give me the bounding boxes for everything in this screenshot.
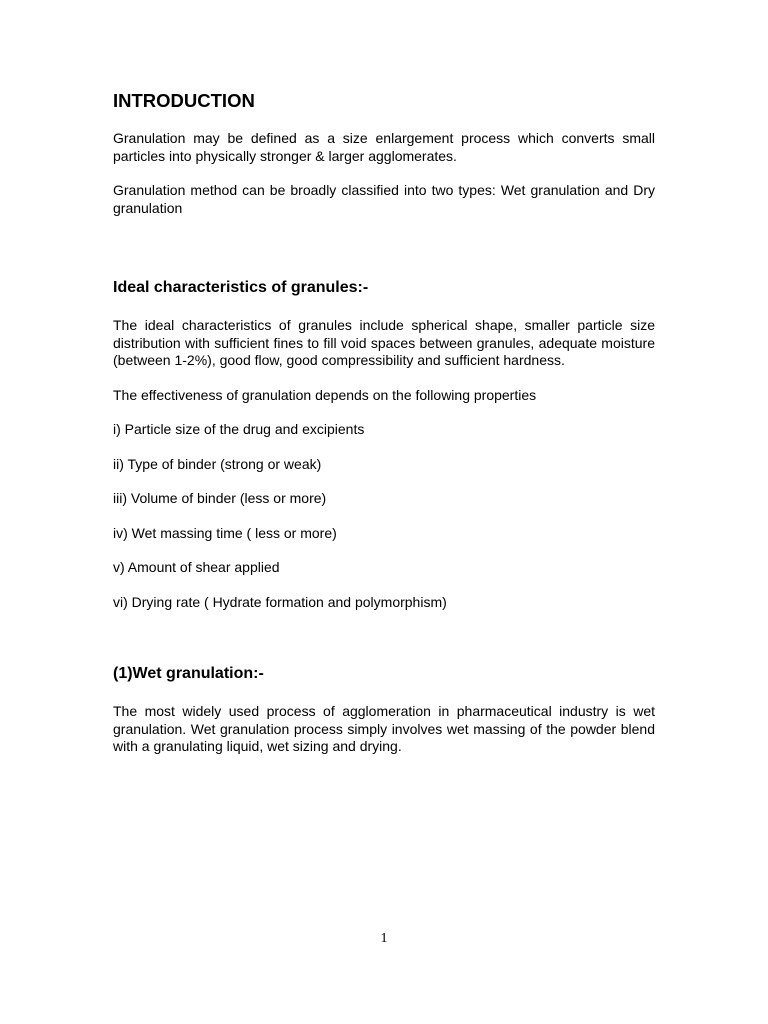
section-spacer <box>113 234 655 277</box>
wet-granulation-paragraph: The most widely used process of agglomeration in pharmaceutical industry is wet granulation. Wet granulation process simply involves wet massing of the powder blend with a granulating liquid, wet sizing and drying. <box>113 703 655 754</box>
page-number: 1 <box>380 931 388 946</box>
intro-paragraph: Granulation may be defined as a size enlargement process which converts small particles into physically stronger & larger agglomerates. <box>113 130 655 164</box>
ideal-characteristics-heading: Ideal characteristics of granules:- <box>113 279 369 296</box>
wet-granulation-heading: (1)Wet granulation:- <box>113 665 264 682</box>
granulation-types-paragraph: Granulation method can be broadly classified into two types: Wet granulation and Dry granulation <box>113 182 655 216</box>
introduction-heading: INTRODUCTION <box>113 90 255 111</box>
property-item: v) Amount of shear applied <box>113 559 280 575</box>
page-content <box>113 88 655 773</box>
ideal-characteristics-paragraph: The ideal characteristics of granules include spherical shape, smaller particle size distribution with sufficient fines to fill void spaces between granules, adequate moisture (between 1-2%), good flow, good compressibility and sufficient hardness. <box>113 317 655 368</box>
section-spacer <box>113 628 655 663</box>
property-item: iv) Wet massing time ( less or more) <box>113 524 337 541</box>
property-item: vi) Drying rate ( Hydrate formation and polymorphism) <box>113 593 447 610</box>
property-item: iii) Volume of binder (less or more) <box>113 490 327 506</box>
property-item: ii) Type of binder (strong or weak) <box>113 455 322 472</box>
effectiveness-paragraph: The effectiveness of granulation depends on the following properties <box>113 386 537 403</box>
property-item: i) Particle size of the drug and excipients <box>113 421 365 437</box>
